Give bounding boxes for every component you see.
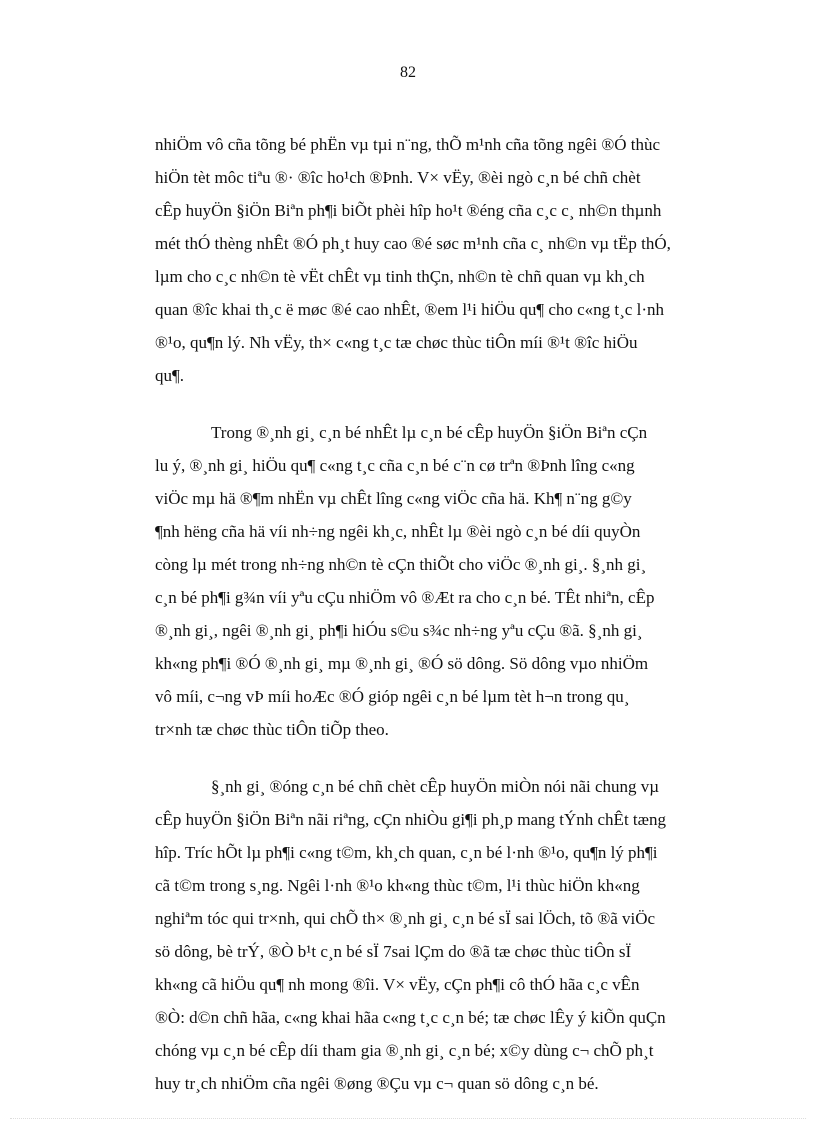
text-line: tr×nh tæ chøc thùc tiÔn tiÕp theo. — [155, 720, 389, 739]
text-line: chóng vµ c¸n bé cÊp díi tham gia ®¸nh gi¸ c¸n bé; x©y dùng c¬ chÕ ph¸t — [155, 1041, 654, 1060]
page-number: 82 — [400, 64, 416, 81]
text-line: cÊp huyÖn §iÖn Biªn ph¶i biÕt phèi hîp ho¹t ®éng cña c¸c c¸ nh©n thµnh — [155, 201, 662, 220]
text-line: ®Ò: d©n chñ hãa, c«ng khai hãa c«ng t¸c c¸n bé; tæ chøc lÊy ý kiÕn quÇn — [155, 1008, 666, 1027]
text-line: §¸nh gi¸ ®óng c¸n bé chñ chèt cÊp huyÖn miÒn nói nãi chung vµ — [211, 777, 660, 796]
text-line: lµm cho c¸c nh©n tè vËt chÊt vµ tinh thÇn, nh©n tè chñ quan vµ kh¸ch — [155, 267, 645, 286]
text-line: cã t©m trong s¸ng. Ngêi l·nh ®¹o kh«ng thùc t©m, l¹i thùc hiÖn kh«ng — [155, 876, 640, 895]
text-line: quan ®îc khai th¸c ë møc ®é cao nhÊt, ®em l¹i hiÖu qu¶ cho c«ng t¸c l·nh — [155, 300, 664, 319]
text-line: viÖc mµ hä ®¶m nhËn vµ chÊt lîng c«ng viÖc cña hä. Kh¶ n¨ng g©y — [155, 489, 632, 508]
text-line: huy tr¸ch nhiÖm cña ngêi ®øng ®Çu vµ c¬ quan sö dông c¸n bé. — [155, 1074, 599, 1093]
text-line: vô míi, c¬ng vÞ míi hoÆc ®Ó gióp ngêi c¸n bé lµm tèt h¬n trong qu¸ — [155, 687, 630, 706]
text-line: hiÖn tèt môc tiªu ®· ®îc ho¹ch ®Þnh. V× vËy, ®èi ngò c¸n bé chñ chèt — [155, 168, 641, 187]
text-line: kh«ng ph¶i ®Ó ®¸nh gi¸ mµ ®¸nh gi¸ ®Ó sö dông. Sö dông vµo nhiÖm — [155, 654, 649, 673]
text-line: cÊp huyÖn §iÖn Biªn nãi riªng, cÇn nhiÒu gi¶i ph¸p mang tÝnh chÊt tæng — [155, 810, 666, 829]
paragraph — [155, 416, 743, 746]
text-line: c¸n bé ph¶i g¾n víi yªu cÇu nhiÖm vô ®Æt ra cho c¸n bé. TÊt nhiªn, cÊp — [155, 588, 655, 607]
text-line: nghiªm tóc qui tr×nh, qui chÕ th× ®¸nh gi¸ c¸n bé sÏ sai lÖch, tõ ®ã viÖc — [155, 909, 656, 928]
text-line: ®¸nh gi¸, ngêi ®¸nh gi¸ ph¶i hiÓu s©u s¾c nh÷ng yªu cÇu ®ã. §¸nh gi¸ — [155, 621, 643, 640]
page-bottom-divider — [10, 1118, 806, 1119]
text-line: qu¶. — [155, 366, 184, 385]
text-line: lu ý, ®¸nh gi¸ hiÖu qu¶ c«ng t¸c cña c¸n bé c¨n cø trªn ®Þnh lîng c«ng — [155, 456, 635, 475]
text-line: mét thÓ thèng nhÊt ®Ó ph¸t huy cao ®é søc m¹nh cña c¸ nh©n vµ tËp thÓ, — [155, 234, 671, 253]
text-line: hîp. Tríc hÕt lµ ph¶i c«ng t©m, kh¸ch quan, c¸n bé l·nh ®¹o, qu¶n lý ph¶i — [155, 843, 658, 862]
paragraph — [155, 770, 743, 1100]
text-line: ®¹o, qu¶n lý. Nh vËy, th× c«ng t¸c tæ chøc thùc tiÔn míi ®¹t ®îc hiÖu — [155, 333, 638, 352]
text-line: sö dông, bè trÝ, ®Ò b¹t c¸n bé sÏ 7sai lÇm do ®ã tæ chøc thùc tiÔn sÏ — [155, 942, 632, 961]
text-line: nhiÖm vô cña tõng bé phËn vµ tµi n¨ng, thÕ m¹nh cña tõng ngêi ®Ó thùc — [155, 135, 661, 154]
text-line: còng lµ mét trong nh÷ng nh©n tè cÇn thiÕt cho viÖc ®¸nh gi¸. §¸nh gi¸ — [155, 555, 647, 574]
text-line: ¶nh hëng cña hä víi nh÷ng ngêi kh¸c, nhÊt lµ ®èi ngò c¸n bé díi quyÒn — [155, 522, 641, 541]
text-line: Trong ®¸nh gi¸ c¸n bé nhÊt lµ c¸n bé cÊp huyÖn §iÖn Biªn cÇn — [211, 423, 648, 442]
text-line: kh«ng cã hiÖu qu¶ nh mong ®îi. V× vËy, cÇn ph¶i cô thÓ hãa c¸c vÊn — [155, 975, 640, 994]
paragraph — [155, 128, 743, 392]
document-body — [155, 128, 743, 1100]
